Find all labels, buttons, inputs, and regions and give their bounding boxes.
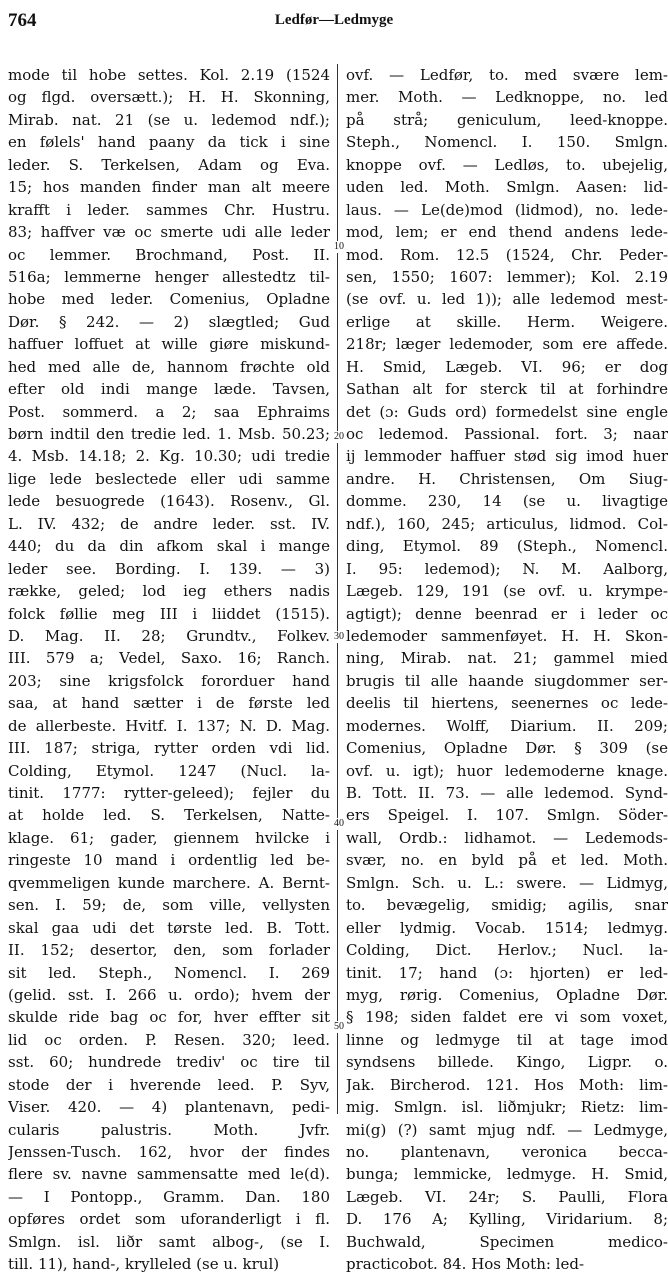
text-line: D. Mag. II. 28; Grundtv., Folkev. [8, 626, 330, 645]
text-line: ovf. — Ledfør, to. med svære lem- [346, 66, 668, 84]
text-line: 4. Msb. 14.18; 2. Kg. 10.30; udi tredie [8, 447, 330, 466]
text-line: og flgd. oversætt.); H. H. Skonning, [8, 88, 330, 107]
page-header [8, 2, 660, 36]
text-line: till. 11), hand-, krylleled (se u. krul) [8, 1255, 280, 1274]
column-divider [337, 64, 338, 1114]
text-line: III. 187; striga, rytter orden vdi lid. [8, 739, 330, 758]
text-line: domme. 230, 14 (se u. livagtige [346, 492, 668, 511]
text-line: Post. sommerd. a 2; saa Ephraims [8, 402, 330, 421]
text-line: andre. H. Christensen, Om Siug- [346, 469, 668, 488]
line-number: 20 [334, 431, 344, 442]
text-line: ovf. u. igt); huor ledemoderne knage. [346, 761, 668, 780]
text-line: hed med alle de, hannom frøchte old [8, 357, 330, 376]
text-line: sen, 1550; 1607: lemmer); Kol. 2.19 [346, 267, 668, 286]
text-line: stode der i hverende leed. P. Syv, [8, 1075, 330, 1094]
text-line: 15; hos manden finder man alt meere [8, 178, 330, 197]
text-line: Jenssen-Tusch. 162, hvor der findes [8, 1143, 330, 1161]
text-line: Colding, Dict. Herlov.; Nucl. la- [346, 941, 668, 960]
text-line: laus. — Le(de)mod (lidmod), no. lede- [346, 200, 668, 219]
text-line: de allerbeste. Hvitf. I. 137; N. D. Mag. [8, 716, 330, 735]
text-line: linne og ledmyge til at tage imod [346, 1030, 668, 1049]
text-line: sst. 60; hundrede trediv' oc tire til [8, 1053, 330, 1072]
text-line: ding, Etymol. 89 (Steph., Nomencl. [346, 537, 668, 556]
text-line: ledemoder sammenføyet. H. H. Skon- [346, 626, 668, 645]
text-line: modernes. Wolff, Diarium. II. 209; [346, 716, 668, 735]
text-line: Jak. Bircherod. 121. Hos Moth: lim- [346, 1075, 668, 1094]
text-line: efter old indi mange læde. Tavsen, [8, 380, 330, 399]
text-line: knoppe ovf. — Ledløs, to. ubejelig, [346, 155, 668, 174]
text-line: mer. Moth. — Ledknoppe, no. led [346, 88, 668, 107]
text-line: D. 176 A; Kylling, Viridarium. 8; [346, 1210, 668, 1229]
text-line: brugis til alle haande siugdommer ser- [346, 671, 668, 690]
text-line: ning, Mirab. nat. 21; gammel mied [346, 649, 668, 668]
text-line: mi(g) (?) samt mjug ndf. — Ledmyge, [346, 1120, 668, 1139]
text-line: syndsens billede. Kingo, Ligpr. o. [346, 1053, 668, 1072]
text-line: leder see. Bording. I. 139. — 3) [8, 559, 330, 578]
text-line: svær, no. en byld på et led. Moth. [346, 851, 668, 870]
text-line: flere sv. navne sammensatte med le(d). [8, 1165, 330, 1184]
text-line: lid oc orden. P. Resen. 320; leed. [8, 1030, 330, 1049]
text-line: saa, at hand sætter i de første led [8, 694, 330, 713]
text-line: bunga; lemmicke, ledmyge. H. Smid, [346, 1165, 668, 1184]
text-line: leder. S. Terkelsen, Adam og Eva. [8, 155, 330, 174]
text-line: sit led. Steph., Nomencl. I. 269 [8, 963, 330, 982]
text-line: skulde ride bag oc for, hver effter sit [8, 1008, 330, 1027]
text-line: 440; du da din afkom skal i mange [8, 537, 330, 556]
line-number: 40 [334, 818, 344, 829]
text-line: L. IV. 432; de andre leder. sst. IV. [8, 514, 330, 533]
text-line: oc ledemod. Passional. fort. 3; naar [346, 425, 668, 443]
text-line: Smlgn. isl. liðr samt albog-, (se I. [8, 1232, 330, 1251]
text-line: oc lemmer. Brochmand, Post. II. [8, 245, 330, 264]
text-line: eller lydmig. Vocab. 1514; ledmyg. [346, 918, 668, 937]
text-line: Dør. § 242. — 2) slægtled; Gud [8, 312, 330, 331]
text-line: tinit. 1777: rytter-geleed); fejler du [8, 784, 330, 802]
text-line: myg, rørig. Comenius, Opladne Dør. [346, 985, 668, 1004]
page-number: 764 [8, 10, 37, 31]
text-line: Lægeb. 129, 191 (se ovf. u. krympe- [346, 582, 668, 601]
text-line: haffuer loffuet at wille giøre miskund- [8, 335, 330, 354]
text-line: mod, lem; er end thend andens lede- [346, 223, 668, 242]
text-line: cularis palustris. Moth. Jvfr. [8, 1120, 330, 1139]
line-number: 30 [334, 631, 344, 642]
text-line: Comenius, Opladne Dør. § 309 (se [346, 739, 668, 758]
text-line: no. plantenavn, veronica becca- [346, 1143, 668, 1161]
text-line: mod. Rom. 12.5 (1524, Chr. Peder- [346, 245, 668, 264]
text-line: ndf.), 160, 245; articulus, lidmod. Col- [346, 514, 668, 533]
text-line: Steph., Nomencl. I. 150. Smlgn. [346, 133, 668, 152]
text-line: række, geled; lod ieg ethers nadis [8, 582, 330, 601]
text-line: børn indtil den tredie led. 1. Msb. 50.23; [8, 425, 330, 443]
text-line: § 198; siden faldet ere vi som voxet, [346, 1008, 668, 1027]
text-line: mode til hobe settes. Kol. 2.19 (1524 [8, 66, 330, 84]
line-number: 10 [334, 241, 344, 252]
text-line: at holde led. S. Terkelsen, Natte- [8, 806, 330, 825]
text-line: Lægeb. VI. 24r; S. Paulli, Flora [346, 1187, 668, 1206]
text-line: wall, Ordb.: lidhamot. — Ledemods- [346, 828, 668, 847]
text-line: 516a; lemmerne henger allestedtz til- [8, 267, 330, 286]
text-line: (se ovf. u. led 1)); alle ledemod mest- [346, 290, 668, 309]
left-column [8, 64, 330, 1276]
text-line: Viser. 420. — 4) plantenavn, pedi- [8, 1098, 330, 1117]
text-line: skal gaa udi det tørste led. B. Tott. [8, 918, 330, 937]
running-head: Ledfør—Ledmyge [274, 12, 394, 28]
line-number: 50 [334, 1021, 344, 1032]
text-line: lede besuogrede (1643). Rosenv., Gl. [8, 492, 330, 511]
text-line: erlige at skille. Herm. Weigere. [346, 312, 668, 331]
text-line: II. 152; desertor, den, som forlader [8, 941, 330, 960]
text-line: lige lede beslectede eller udi samme [8, 469, 330, 488]
text-line: tinit. 17; hand (ɔ: hjorten) er led- [346, 963, 668, 982]
text-line: B. Tott. II. 73. — alle ledemod. Synd- [346, 784, 668, 802]
text-line: deelis til hiertens, seenernes oc lede- [346, 694, 668, 713]
text-line: (gelid. sst. I. 266 u. ordo); hvem der [8, 985, 330, 1004]
text-line: Buchwald, Specimen medico- [346, 1232, 668, 1251]
text-line: — I Pontopp., Gramm. Dan. 180 [8, 1187, 330, 1206]
text-line: 218r; læger ledemoder, som ere affede. [346, 335, 668, 354]
text-line: agtigt); denne beenrad er i leder oc [346, 604, 668, 623]
text-line: 203; sine krigsfolck fororduer hand [8, 671, 330, 690]
text-line: ers Speigel. I. 107. Smlgn. Söder- [346, 806, 668, 825]
text-line: folck føllie meg III i liiddet (1515). [8, 604, 330, 623]
text-line: mig. Smlgn. isl. liðmjukr; Rietz: lim- [346, 1098, 668, 1117]
text-line: Colding, Etymol. 1247 (Nucl. la- [8, 761, 330, 780]
text-line: opføres ordet som uforanderligt i fl. [8, 1210, 330, 1229]
text-line: det (ɔ: Guds ord) formedelst sine engle [346, 402, 668, 421]
text-line: ringeste 10 mand i ordentlig led be- [8, 851, 330, 870]
text-line: ij lemmoder haffuer stød sig imod huer [346, 447, 668, 466]
text-line: sen. I. 59; de, som ville, vellysten [8, 896, 330, 915]
text-line: 83; haffver væ oc smerte udi alle leder [8, 223, 330, 242]
text-line: på strå; geniculum, leed-knoppe. [346, 110, 668, 129]
text-line: qvemmeligen kunde marchere. A. Bernt- [8, 873, 330, 892]
text-line: III. 579 a; Vedel, Saxo. 16; Ranch. [8, 649, 330, 668]
text-line: H. Smid, Lægeb. VI. 96; er dog [346, 357, 668, 376]
text-line: Mirab. nat. 21 (se u. ledemod ndf.); [8, 110, 330, 129]
right-column [346, 64, 668, 1276]
text-line: to. bevægelig, smidig; agilis, snar [346, 896, 668, 915]
text-line: krafft i leder. sammes Chr. Hustru. [8, 200, 330, 219]
text-line: en følels' hand paany da tick i sine [8, 133, 330, 152]
text-line: Sathan alt for sterck til at forhindre [346, 380, 668, 399]
text-line: Smlgn. Sch. u. L.: swere. — Lidmyg, [346, 873, 668, 892]
text-line: hobe med leder. Comenius, Opladne [8, 290, 330, 309]
text-line: practicobot. 84. Hos Moth: led- [346, 1255, 585, 1274]
text-line: klage. 61; gader, giennem hvilcke i [8, 828, 330, 847]
text-line: uden led. Moth. Smlgn. Aasen: lid- [346, 178, 668, 197]
text-line: I. 95: ledemod); N. M. Aalborg, [346, 559, 668, 578]
